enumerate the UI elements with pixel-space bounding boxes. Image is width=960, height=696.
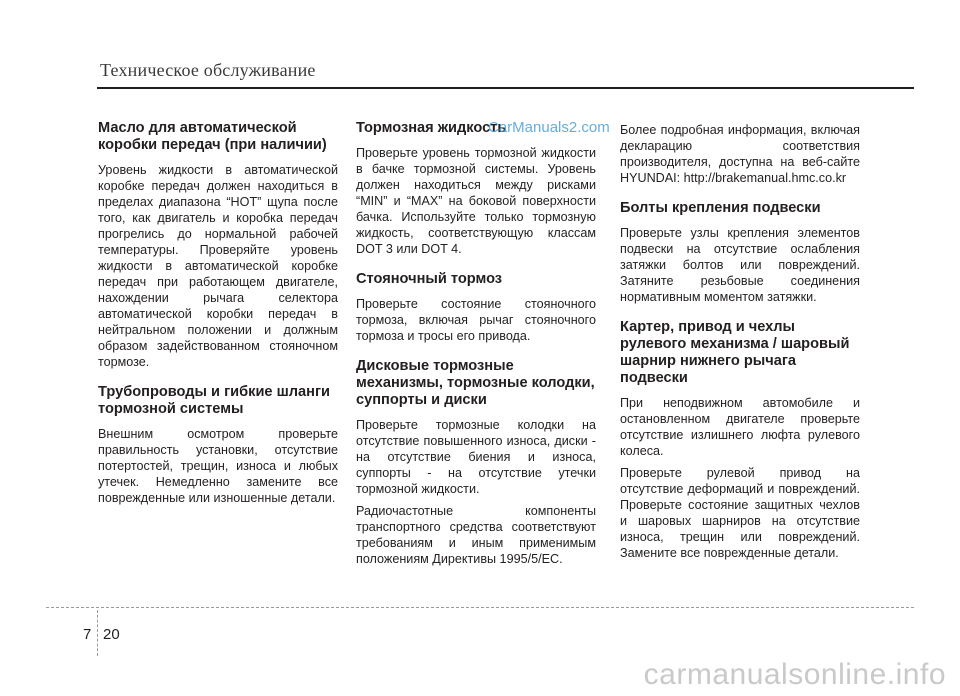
footer-divider: [46, 607, 914, 608]
heading-disc-brakes: Дисковые тормозные механизмы, тормозные колодки, суппорты и диски: [356, 358, 595, 408]
paragraph-suspension-bolts: Проверьте узлы крепления элементов подвески на отсутствие ослабления затяжки болтов или повреждений. Затяните резьбовые соединения нормативным моментом затяжки.: [620, 226, 860, 304]
paragraph-radio-components: Радиочастотные компоненты транспортного средства соответствуют требованиям и иным применимым положениям Директивы 1995/5/EC.: [356, 504, 596, 566]
header-rule: [97, 87, 914, 89]
watermark-top: CarManuals2.com: [488, 119, 610, 136]
heading-brake-lines: Трубопроводы и гибкие шланги тормозной системы: [98, 384, 331, 417]
heading-parking-brake: Стояночный тормоз: [356, 271, 503, 287]
heading-brake-fluid: Тормозная жидкость: [356, 120, 507, 136]
paragraph-brake-lines: Внешним осмотром проверьте правильность установки, отсутствие потертостей, трещин, износа и любых утечек. Немедленно замените все поврежденные или изношенные детали.: [98, 427, 338, 505]
paragraph-steering-linkage: Проверьте рулевой привод на отсутствие деформаций и повреждений. Проверьте состояние защитных чехлов и шаровых шарниров на отсутствие износа, трещин или повреждений. Замените все поврежденные детали.: [620, 466, 860, 560]
chapter-number: 7: [83, 626, 92, 643]
page-number: 20: [103, 626, 120, 643]
heading-steering: Картер, привод и чехлы рулевого механизма / шаровый шарнир нижнего рычага подвески: [620, 319, 850, 386]
paragraph-declaration: Более подробная информация, включая декларацию соответствия производителя, доступна на веб-сайте HYUNDAI: http://brakemanual.hmc.co.kr: [620, 123, 860, 185]
paragraph-parking-brake: Проверьте состояние стояночного тормоза, включая рычаг стояночного тормоза и тросы его привода.: [356, 297, 596, 343]
heading-transmission-fluid: Масло для автоматической коробки передач (при наличии): [98, 120, 327, 153]
column-1: [98, 120, 338, 512]
paragraph-disc-brakes: Проверьте тормозные колодки на отсутствие повышенного износа, диски - на отсутствие биения и износа, суппорты - на отсутствие утечки тормозной жидкости.: [356, 418, 596, 496]
watermark-bottom: carmanualsonline.info: [643, 658, 946, 691]
paragraph-brake-fluid: Проверьте уровень тормозной жидкости в бачке тормозной системы. Уровень должен находиться между рисками “MIN” и “MAX” на боковой поверхности бачка. Используйте только тормозную жидкость, соответствующую классам DOT 3 или DOT 4.: [356, 146, 596, 256]
heading-suspension-bolts: Болты крепления подвески: [620, 200, 821, 216]
page-number-divider: [97, 610, 98, 656]
paragraph-transmission-fluid: Уровень жидкости в автоматической коробке передач должен находиться в пределах диапазона “HOT” щупа после того, как двигатель и коробка передач прогрелись до нормальной рабочей температуры. Проверяйте уровень жидкости в автоматической коробке передач при работающем двигателе, нахождении рычага селектора автоматической коробки передач в нейтральном положении и должным образом задействованном стояночном тормозе.: [98, 163, 338, 369]
section-title: Техническое обслуживание: [100, 60, 316, 80]
paragraph-steering-play: При неподвижном автомобиле и остановленном двигателе проверьте отсутствие излишнего люфта рулевого колеса.: [620, 396, 860, 458]
column-3: [620, 122, 860, 567]
column-2: [356, 120, 596, 573]
